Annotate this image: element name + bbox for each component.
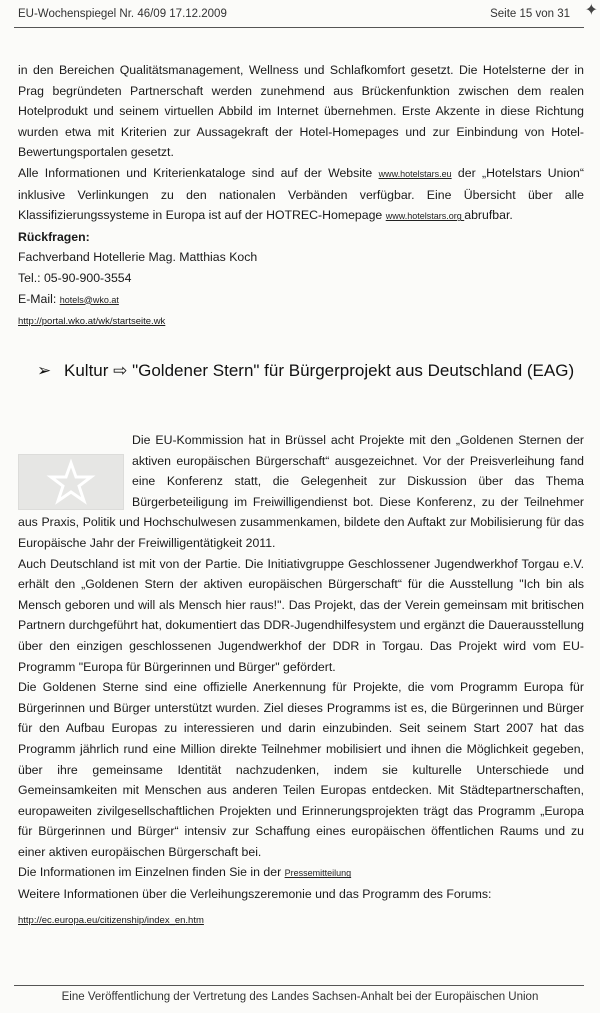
paragraph	[18, 909, 584, 932]
contact-heading: Rückfragen:	[18, 229, 90, 244]
star-outline-icon	[41, 457, 101, 507]
paragraph: Auch Deutschland ist mit von der Partie. Die Initiativgruppe Geschlossener Jugendwerkhof Torgau e.V. erhält den „Goldenen Stern der aktiven europäischen Bürgerschaft“ für die Ausstellung "Ich bin als Mensch geboren und will als Mensch hier raus!". Das Projekt, das der Verein gemeinsam mit britischen Partnern durchgeführt hat, dokumentiert das DDR-Jugendhilfesystem und ergänzt die Dauerausstellung über den einzigen geschlossenen Jugendwerkhof der DDR in Torgau. Das Projekt wird vom EU-Programm "Europa für Bürgerinnen und Bürger" gefördert.	[18, 556, 584, 674]
page-footer: Eine Veröffentlichung der Vertretung des Landes Sachsen-Anhalt bei der Europäischen Union	[61, 991, 539, 1003]
citizenship-link[interactable]: http://ec.europa.eu/citizenship/index_en.htm	[18, 914, 204, 926]
paragraph: Weitere Informationen über die Verleihungszeremonie und das Programm des Forums:	[18, 887, 492, 902]
star-corner-icon: ✦	[584, 2, 598, 19]
footer-rule	[14, 985, 584, 986]
newsletter-issue: EU-Wochenspiegel Nr. 46/09 17.12.2009	[18, 8, 227, 20]
star-logo-image	[18, 454, 124, 510]
press-release-link[interactable]: Pressemitteilung	[284, 868, 352, 879]
link-hotelstars-org[interactable]: www.hotelstars.org	[385, 211, 465, 222]
contact-email: E-Mail: hotels@wko.at	[18, 291, 119, 306]
arrow-bullet-icon: ➢	[37, 361, 52, 380]
section-heading: ➢ Kultur ⇨ "Goldener Stern" für Bürgerprojekt aus Deutschland (EAG)	[37, 361, 575, 380]
email-link[interactable]: hotels@wko.at	[59, 294, 119, 305]
contact-url	[18, 310, 584, 333]
contact-name: Fachverband Hotellerie Mag. Matthias Koch	[18, 250, 258, 265]
paragraph: Die EU-Kommission hat in Brüssel acht Projekte mit den „Goldenen Sternen der aktiven europäischen Bürgerschaft“ ausgezeichnet. Vor der Preisverleihung fand eine Konferenz statt, die Gelegenheit zur Diskussion über das Thema Bürgerbeteiligung im Freiwilligendienst bot. Diese Konferenz, zu der Teilnehmer aus Praxis, Politik und Hochschulwesen zusammenkamen, bildete den Auftakt zur Mobilisierung für das Europäische Jahr der Freiwilligentätigkeit 2011.	[18, 433, 584, 550]
link-hotelstars-eu[interactable]: www.hotelstars.eu	[378, 168, 452, 179]
paragraph: in den Bereichen Qualitätsmanagement, Wellness und Schlafkomfort gesetzt. Die Hotelsterne der in Prag begründeten Partnerschaft werden zunehmend aus Brückenfunktion zwischen dem realen Hotelprodukt und seinem virtuellen Abbild im Internet übernehmen. Erste Akzente in diese Richtung wurden etwa mit Kriterien zur Aussagekraft der Hotel-Homepages und zur Einbindung von Hotel-Bewertungsportalen gesetzt.	[18, 63, 584, 160]
paragraph: Die Goldenen Sterne sind eine offizielle Anerkennung für Projekte, die vom Programm Europa für Bürgerinnen und Bürger unterstützt wurden. Ziel dieses Programms ist es, die Bürgerinnen und Bürger für den Aufbau Europas zu interessieren und darin einzubinden. Seit seinem Start 2007 hat das Programm jährlich rund eine Million direkte Teilnehmer mobilisiert und ihnen die Möglichkeit gegeben, über ihre gemeinsame Identität nachzudenken, indem sie kulturelle Unterschiede und Gemeinsamkeiten mit Menschen aus anderen Teilen Europas entdecken. Mit Städtepartnerschaften, europaweiten zivilgesellschaftlichen Projekten und Erinnerungsprojekten trägt das Programm „Europa für Bürgerinnen und Bürger“ intensiv zur Schaffung eines europäischen öffentlichen Raums und zu einer aktiven europäischen Bürgerschaft bei.	[18, 680, 584, 859]
contact-phone: Tel.: 05-90-900-3554	[18, 270, 132, 285]
wko-link[interactable]: http://portal.wko.at/wk/startseite.wk	[18, 316, 166, 328]
paragraph: Die Informationen im Einzelnen finden Sie in der Pressemitteilung	[18, 865, 352, 880]
page-header	[18, 8, 570, 24]
page-number: Seite 15 von 31	[490, 8, 570, 20]
paragraph: Alle Informationen und Kriterienkataloge sind auf der Website www.hotelstars.eu der „Hotelstars Union“ inklusive Verlinkungen zu den nationalen Verbänden verfügbar. Eine Übersicht über alle Klassifizierungssysteme in Europa ist auf der HOTREC-Homepage www.hotelstars.org abrufbar.	[18, 165, 584, 223]
header-rule	[14, 27, 584, 28]
section-hotelstars	[18, 60, 584, 333]
section-golden-star	[18, 430, 584, 931]
